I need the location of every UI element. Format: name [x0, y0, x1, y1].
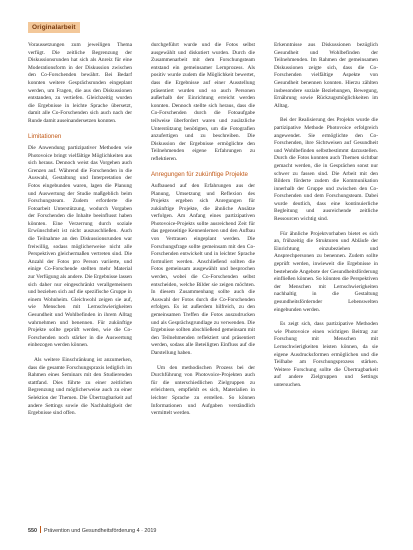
paragraph: Für ähnliche Projektvorhaben bietet es sich an, frühzeitig die Strukturen und Abläufe der Einrichtung einzubeziehen und Ansprechpersonen zu benennen. Zudem sollte geprüft werden, inwieweit die Ergebnisse in bestehende Angebote der Gesundheitsförderung einfließen können. So könnten die Perspektiven der Menschen mit Lernschwierigkeiten nachhaltig in die Gestaltung gesundheitsfördernder Lebenswelten eingebunden werden. [274, 230, 378, 313]
journal-citation: Prävention und Gesundheitsförderung 4 · 2019 [44, 528, 157, 534]
paragraph: Aufbauend auf den Erfahrungen aus der Planung, Umsetzung und Reflexion des Projekts ergeben sich Anregungen für zukünftige Projekte, die ähnliche Ansätze verfolgen. Am Anfang eines partizipativen Photovoice-Projekts sollte ausreichend Zeit für das gegenseitige Kennenlernen und den Aufbau von Vertrauen eingeplant werden. Die Forschungsfrage sollte gemeinsam mit den Co-Forschenden entwickelt und in leichter Sprache formuliert werden. Anschließend sollten die Fotos gemeinsam ausgewählt und besprochen werden, wobei die Co-Forschenden selbst entscheiden, welche Bilder sie zeigen möchten. In diesem Zusammenhang sollte auch die Auswahl der Fotos durch die Co-Forschenden erfolgen. Es ist außerdem hilfreich, zu den gemeinsamen Treffen die Fotos auszudrucken und als Gesprächsgrundlage zu verwenden. Die Ergebnisse sollten abschließend gemeinsam mit den Teilnehmenden reflektiert und präsentiert werden, sodass alle Beteiligten Einfluss auf die Darstellung haben. [151, 182, 255, 356]
section-heading: Limitationen [28, 132, 62, 140]
paragraph: Erkenntnisse aus Diskussionen bezüglich Gesundheit und Wohlbefinden der Teilnehmenden. Im Rahmen der gemeinsamen Diskussionen zeigte sich, dass die Co-Forschenden vielfältige Aspekte von Gesundheit benennen konnten. Hierzu zählten insbesondere soziale Beziehungen, Bewegung, Ernährung sowie Rückzugsmöglichkeiten im Alltag. [274, 42, 378, 109]
text-column-3 [274, 42, 378, 397]
page-footer [28, 526, 156, 534]
text-column-2 [151, 42, 255, 425]
paragraph: Die Anwendung partizipativer Methoden wie Photovoice bringt vielfältige Möglichkeiten aus sich heraus. Dennoch weist das Vorgehen auch Grenzen auf. Während die Forschenden in die Auswahl, Gestaltung und Interpretation der Fotos eingebunden waren, lagen die Planung und Auswertung der Studie maßgeblich beim Forschungsteam. Zudem erforderte die Fotoarbeit Unterstützung, wodurch Vorgaben der Forschenden die Inhalte beeinflusst haben könnten. Eine Verzerrung durch soziale Erwünschtheit ist nicht auszuschließen. Auch die Teilnahme an den Diskussionsrunden war freiwillig, sodass möglicherweise nicht alle Perspektiven gleichermaßen vertreten sind. Die Anzahl der Fotos pro Person variierte, und einige Co-Forschende stellten mehr Material zur Verfügung als andere. Die Ergebnisse lassen sich daher nur eingeschränkt verallgemeinern und beziehen sich auf die spezifische Gruppe in einem Wohnheim. Gleichwohl zeigen sie auf, wie Menschen mit Lernschwierigkeiten Gesundheit und Wohlbefinden in ihrem Alltag wahrnehmen und benennen. Für zukünftige Projekte sollte geprüft werden, wie die Co-Forschenden noch stärker in die Auswertung einbezogen werden können. [28, 144, 132, 349]
paragraph: Voraussetzungen zum jeweiligen Thema verfügt. Die zeitliche Begrenzung der Diskussionsrunden hat sich als Anreiz für eine Moderationsform in der Diskussion zwischen den Co-Forschenden bewährt. Bei Bedarf konnten weitere Gesprächsrunden eingeplant werden, um Fragen, die aus den Diskussionen entstanden, zu vertiefen. Gleichzeitig wurden die Ergebnisse in leichte Sprache übersetzt, damit alle Co-Forschenden sich auch nach der Runde damit auseinandersetzen konnten. [28, 42, 132, 124]
paragraph: Es zeigt sich, dass partizipative Methoden wie Photovoice einen wichtigen Beitrag zur Forschung mit Menschen mit Lernschwierigkeiten leisten können, da sie eigene Ausdrucksformen ermöglichen und die Teilhabe am Forschungsprozess stärken. Weitere Forschung sollte die Übertragbarkeit auf andere Zielgruppen und Settings untersuchen. [274, 321, 378, 388]
text-column-1 [28, 42, 132, 425]
section-heading: Anregungen für zukünftige Projekte [151, 170, 248, 178]
article-type-tag: Originalarbeit [28, 22, 80, 33]
paragraph: Um den methodischen Prozess bei der Durchführung von Photovoice-Projekten auch für die unterschiedlichen Zielgruppen zu erleichtern, empfiehlt es sich, Materialien in leichter Sprache zu erstellen. So können Informationen und Aufgaben verständlich vermittelt werden. [151, 364, 255, 417]
page-number: 550 [28, 528, 37, 534]
paragraph: Bei der Realisierung des Projekts wurde die partizipative Methode Photovoice erfolgreich angewendet. Sie ermöglichte den Co-Forschenden, ihre Sichtweisen auf Gesundheit und Wohlbefinden selbstbestimmt darzustellen. Durch die Fotos konnten auch Themen sichtbar gemacht werden, die in Gesprächen sonst nur schwer zu fassen sind. Die Arbeit mit den Bildern förderte zudem die Kommunikation innerhalb der Gruppe und zwischen den Co-Forschenden und dem Forschungsteam. Dabei wurde deutlich, dass eine kontinuierliche Begleitung und ausreichende zeitliche Ressourcen wichtig sind. [274, 117, 378, 223]
footer-divider [40, 526, 41, 533]
paragraph: Als weitere Einschränkung ist anzumerken, dass die gesamte Forschungspraxis lediglich im Rahmen eines Seminars mit den Studierenden stattfand. Dies führte zu einer zeitlichen Begrenzung und möglicherweise auch zu einer Selektion der Themen. Die Übertragbarkeit auf andere Settings sowie die Nachhaltigkeit der Ergebnisse sind offen. [28, 356, 132, 417]
paragraph: durchgeführt wurde und die Fotos selbst ausgewählt und diskutiert wurden. Durch die Zusammenarbeit mit dem Forschungsteam entstand ein gemeinsamer Lernprozess. Als positiv wurde zudem die Möglichkeit bewertet, dass die Ergebnisse auf einer Ausstellung präsentiert wurden und so auch Personen außerhalb der Einrichtung erreicht werden konnten. Dennoch stellte sich heraus, dass die Co-Forschenden durch die Fotoaufgabe teilweise überfordert waren und zusätzliche Unterstützung benötigten, um die Fotografien anzufertigen und zu beschreiben. Die Diskussion der Ergebnisse ermöglichte den Teilnehmenden eigene Erfahrungen zu reflektieren. [151, 42, 255, 162]
